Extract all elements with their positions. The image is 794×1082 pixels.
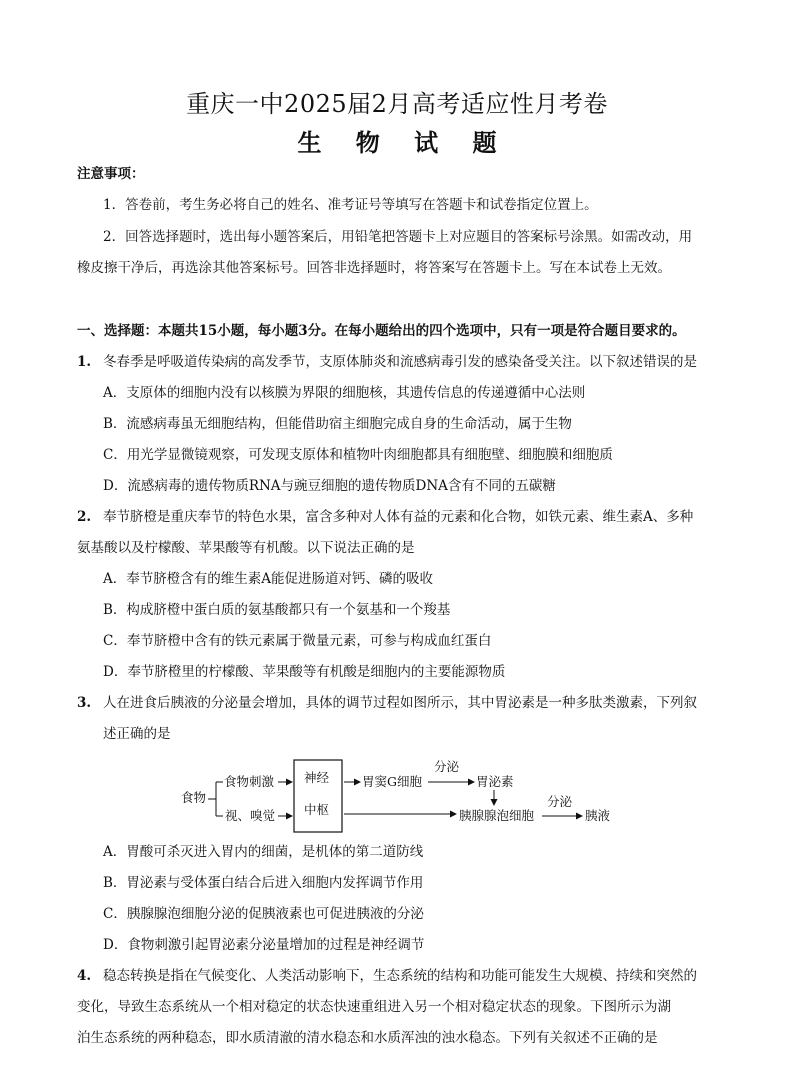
notice-heading: 注意事项：	[77, 166, 145, 182]
question-stem: 奉节脐橙是重庆奉节的特色水果，富含多种对人体有益的元素和化合物，如铁元素、维生素A、多种	[103, 509, 694, 525]
secretion-regulation-diagram	[178, 756, 618, 836]
diagram-sight-smell: 视、嗅觉	[225, 808, 276, 823]
exam-title: 重庆一中2025届2月高考适应性月考卷	[186, 90, 608, 118]
option-b: B．胃泌素与受体蛋白结合后进入细胞内发挥调节作用	[103, 875, 424, 891]
diagram-stimulus: 食物刺激	[224, 774, 275, 789]
question-stem: 人在进食后胰液的分泌量会增加，具体的调节过程如图所示，其中胃泌素是一种多肽类激素，下列叙	[103, 695, 697, 711]
option-c: C．胰腺腺泡细胞分泌的促胰液素也可促进胰液的分泌	[103, 906, 424, 922]
diagram-center-1: 神经	[304, 770, 330, 785]
section-heading: 一、选择题：本题共15小题，每小题3分。在每小题给出的四个选项中，只有一项是符合题目要求的。	[77, 323, 686, 339]
question-number: 1.	[77, 354, 92, 370]
diagram-acinar: 胰腺腺泡细胞	[459, 808, 535, 823]
diagram-juice: 胰液	[585, 808, 611, 823]
question-number: 2.	[77, 509, 92, 525]
option-d: D．流感病毒的遗传物质RNA与豌豆细胞的遗传物质DNA含有不同的五碳糖	[103, 478, 556, 494]
diagram-center-2: 中枢	[304, 802, 330, 817]
option-c: C．用光学显微镜观察，可发现支原体和植物叶肉细胞都具有细胞壁、细胞膜和细胞质	[103, 447, 613, 463]
question-stem-continued: 变化，导致生态系统从一个相对稳定的状态快速重组进入另一个相对稳定状态的现象。下图所示为湖	[77, 999, 671, 1015]
notice-item-continued: 橡皮擦干净后，再选涂其他答案标号。回答非选择题时，将答案写在答题卡上。写在本试卷上无效。	[77, 260, 671, 276]
diagram-food: 食物	[181, 790, 207, 805]
option-c: C．奉节脐橙中含有的铁元素属于微量元素，可参与构成血红蛋白	[103, 633, 492, 649]
option-a: A．胃酸可杀灭进入胃内的细菌，是机体的第二道防线	[103, 844, 424, 860]
question-stem: 冬春季是呼吸道传染病的高发季节，支原体肺炎和流感病毒引发的感染备受关注。以下叙述错误的是	[103, 354, 697, 370]
option-d: D．食物刺激引起胃泌素分泌量增加的过程是神经调节	[103, 937, 425, 953]
diagram-bracket	[208, 782, 223, 816]
option-b: B．构成脐橙中蛋白质的氨基酸都只有一个氨基和一个羧基	[103, 602, 451, 618]
option-b: B．流感病毒虽无细胞结构，但能借助宿主细胞完成自身的生命活动，属于生物	[103, 416, 572, 432]
diagram-gastrin: 胃泌素	[476, 774, 514, 789]
diagram-secrete-1: 分泌	[434, 759, 460, 774]
notice-item: 1．答卷前，考生务必将自己的姓名、准考证号等填写在答题卡和试卷指定位置上。	[103, 197, 598, 213]
question-number: 3.	[77, 695, 92, 711]
question-number: 4.	[77, 968, 92, 984]
question-stem-continued: 泊生态系统的两种稳态，即水质清澈的清水稳态和水质浑浊的浊水稳态。下列有关叙述不正确的是	[77, 1030, 658, 1046]
question-stem: 稳态转换是指在气候变化、人类活动影响下，生态系统的结构和功能可能发生大规模、持续和突然的	[103, 968, 697, 984]
diagram-secrete-2: 分泌	[547, 794, 573, 809]
diagram-g-cell: 胃窦G细胞	[362, 774, 422, 789]
notice-item: 2．回答选择题时，选出每小题答案后，用铅笔把答题卡上对应题目的答案标号涂黑。如需改动，用	[103, 229, 693, 245]
option-a: A．奉节脐橙含有的维生素A能促进肠道对钙、磷的吸收	[103, 571, 433, 587]
option-d: D．奉节脐橙里的柠檬酸、苹果酸等有机酸是细胞内的主要能源物质	[103, 664, 506, 680]
question-stem-continued: 述正确的是	[103, 726, 171, 742]
question-stem-continued: 氨基酸以及柠檬酸、苹果酸等有机酸。以下说法正确的是	[77, 540, 415, 556]
option-a: A．支原体的细胞内没有以核膜为界限的细胞核，其遗传信息的传递遵循中心法则	[103, 385, 586, 401]
subject-title: 生 物 试 题	[297, 128, 510, 157]
